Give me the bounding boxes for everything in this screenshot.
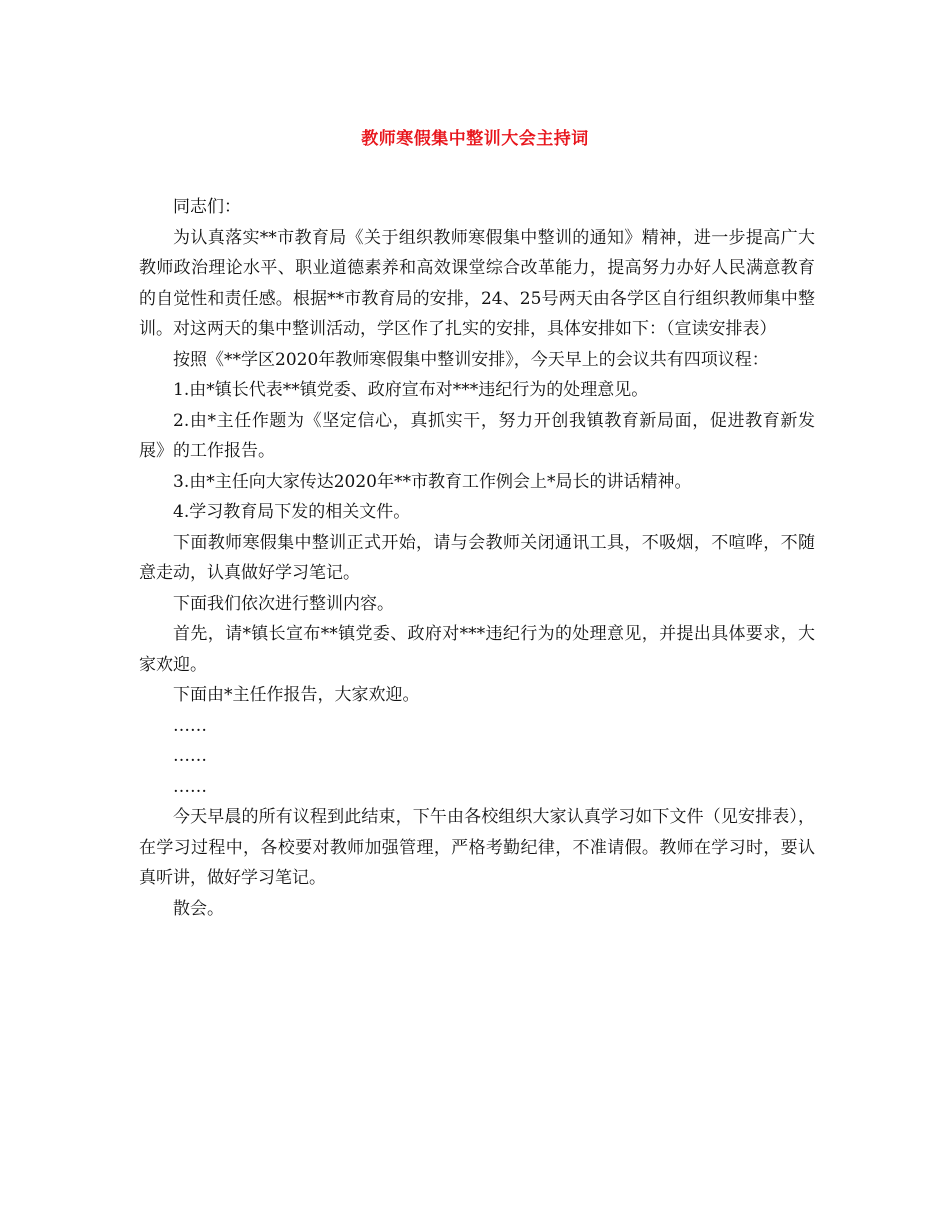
ellipsis-line: …… [173, 715, 207, 736]
agenda-item-3: 3.由*主任向大家传达2020年**市教育工作例会上*局长的讲话精神。 [173, 471, 692, 492]
agenda-item-4: 4.学习教育局下发的相关文件。 [173, 502, 411, 522]
paragraph-report: 下面由*主任作报告，大家欢迎。 [173, 685, 420, 705]
ellipsis-line: …… [173, 776, 207, 797]
agenda-item-1: 1.由*镇长代表**镇党委、政府宣布对***违纪行为的处理意见。 [173, 380, 649, 400]
paragraph-proceed: 下面我们依次进行整训内容。 [173, 593, 394, 614]
paragraph-greeting: 同志们： [173, 197, 241, 217]
document-body [139, 192, 815, 924]
paragraph-start: 下面教师寒假集中整训正式开始，请与会教师关闭通讯工具，不吸烟，不喧哗，不随意走动，认真做好学习笔记。 [139, 532, 815, 583]
paragraph-agenda-intro: 按照《**学区2020年教师寒假集中整训安排》，今天早上的会议共有四项议程： [173, 349, 769, 370]
paragraph-first: 首先，请*镇长宣布**镇党委、政府对***违纪行为的处理意见，并提出具体要求，大家欢迎。 [139, 624, 815, 675]
document-title: 教师寒假集中整训大会主持词 [361, 129, 589, 149]
agenda-item-2: 2.由*主任作题为《坚定信心，真抓实干，努力开创我镇教育新局面，促进教育新发展》的工作报告。 [139, 410, 815, 461]
paragraph-conclusion: 今天早晨的所有议程到此结束，下午由各校组织大家认真学习如下文件（见安排表），在学习过程中，各校要对教师加强管理，严格考勤纪律，不准请假。教师在学习时，要认真听讲，做好学习笔记。 [139, 807, 815, 888]
ellipsis-line: …… [173, 746, 207, 766]
paragraph-intro: 为认真落实**市教育局《关于组织教师寒假集中整训的通知》精神，进一步提高广大教师政治理论水平、职业道德素养和高效课堂综合改革能力，提高努力办好人民满意教育的自觉性和责任感。根据**市教育局的安排，24、25号两天由各学区自行组织教师集中整训。对这两天的集中整训活动，学区作了扎实的安排，具体安排如下：（宣读安排表） [139, 227, 815, 339]
paragraph-adjourn: 散会。 [173, 898, 224, 919]
